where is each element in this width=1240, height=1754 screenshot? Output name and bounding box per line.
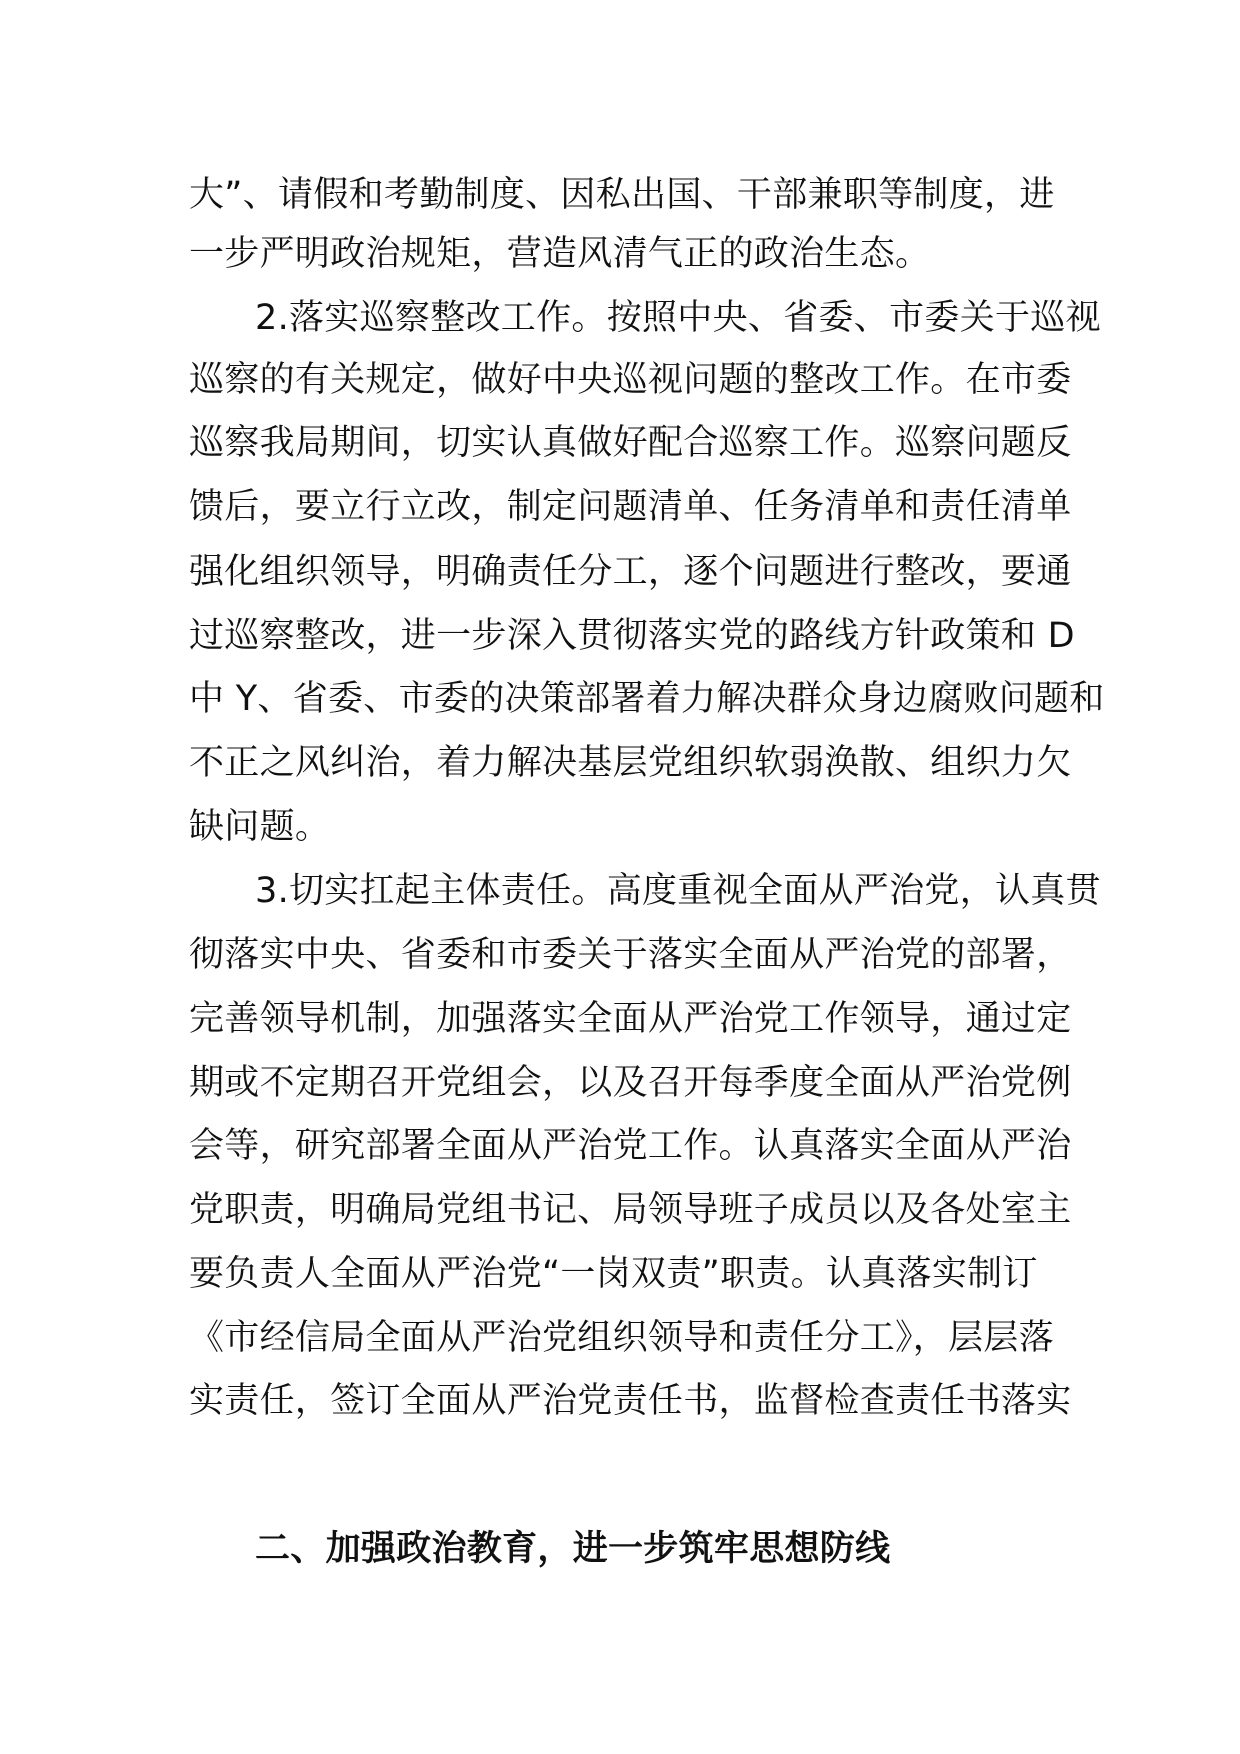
paragraph-2-line-7: 中 Y、省委、市委的决策部署着力解决群众身边腐败问题和 (189, 679, 1105, 719)
paragraph-3-line-7: 要负责人全面从严治党“一岗双责”职责。认真落实制订 (189, 1254, 1038, 1294)
paragraph-3-line-3: 完善领导机制，加强落实全面从严治党工作领导，通过定 (189, 999, 1072, 1039)
paragraph-2-line-1: 2.落实巡察整改工作。按照中央、省委、市委关于巡视 (255, 298, 1101, 338)
paragraph-3-line-2: 彻落实中央、省委和市委关于落实全面从严治党的部署， (189, 935, 1072, 975)
paragraph-3-line-9: 实责任，签订全面从严治党责任书，监督检查责任书落实 (189, 1381, 1072, 1421)
paragraph-3-line-6: 党职责，明确局党组书记、局领导班子成员以及各处室主 (189, 1190, 1072, 1230)
paragraph-2-line-6: 过巡察整改，进一步深入贯彻落实党的路线方针政策和 D (189, 616, 1075, 656)
paragraph-2-line-5: 强化组织领导，明确责任分工，逐个问题进行整改，要通 (189, 552, 1072, 592)
paragraph-2-line-2: 巡察的有关规定，做好中央巡视问题的整改工作。在市委 (189, 360, 1072, 400)
paragraph-2-line-3: 巡察我局期间，切实认真做好配合巡察工作。巡察问题反 (189, 423, 1072, 463)
section-heading: 二、加强政治教育，进一步筑牢思想防线 (255, 1529, 891, 1569)
paragraph-3-line-8: 《市经信局全面从严治党组织领导和责任分工》，层层落 (189, 1318, 1055, 1358)
paragraph-1-line-2: 一步严明政治规矩，营造风清气正的政治生态。 (189, 234, 931, 274)
paragraph-2-line-4: 馈后，要立行立改，制定问题清单、任务清单和责任清单 (189, 487, 1072, 527)
paragraph-2-line-8: 不正之风纠治，着力解决基层党组织软弱涣散、组织力欠 (189, 743, 1072, 783)
paragraph-2-line-9: 缺问题。 (189, 807, 331, 847)
paragraph-3-line-5: 会等，研究部署全面从严治党工作。认真落实全面从严治 (189, 1126, 1072, 1166)
paragraph-1-line-1: 大”、请假和考勤制度、因私出国、干部兼职等制度，进 (189, 175, 1055, 215)
paragraph-3-line-4: 期或不定期召开党组会，以及召开每季度全面从严治党例 (189, 1063, 1072, 1103)
paragraph-3-line-1: 3.切实扛起主体责任。高度重视全面从严治党，认真贯 (255, 871, 1101, 911)
